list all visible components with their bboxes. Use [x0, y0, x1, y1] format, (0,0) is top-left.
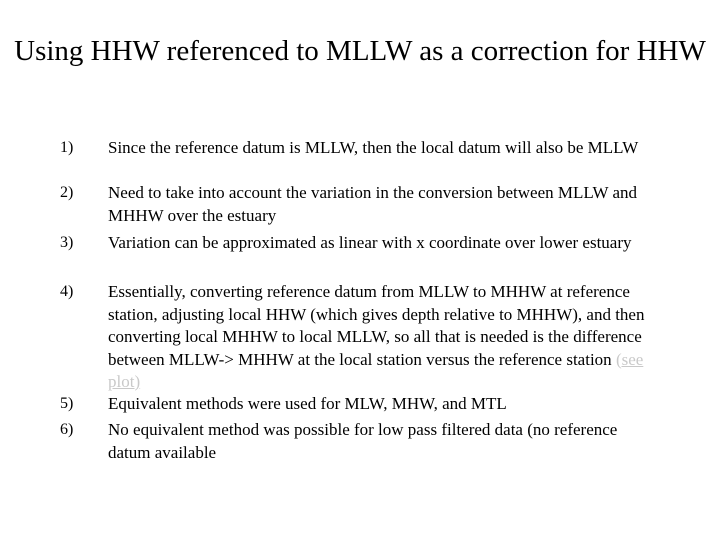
item-number: 3) [60, 234, 74, 251]
item-text: Essentially, converting reference datum from MLLW to MHHW at reference station, adjusting local HHW (which gives depth relative to MHHW), and then converting local MHHW to local MLLW, so all that is needed is the difference between MLLW-> MHHW at the local station versus the reference station [108, 282, 645, 369]
item-text: Variation can be approximated as linear with x coordinate over lower estuary [108, 233, 632, 252]
slide-title: Using HHW referenced to MLLW as a correction for HHW [14, 35, 706, 67]
see-plot-link[interactable]: (see plot) [108, 349, 644, 391]
item-text-container [108, 281, 658, 394]
item-number: 1) [60, 139, 74, 156]
item-number: 2) [60, 184, 74, 201]
item-text: Need to take into account the variation in the conversion between MLLW and MHHW over the estuary [108, 183, 638, 225]
item-number: 5) [60, 395, 74, 412]
item-text: Since the reference datum is MLLW, then the local datum will also be MLLW [108, 138, 639, 157]
item-text: Equivalent methods were used for MLW, MHW, and MTL [108, 394, 507, 413]
item-number: 4) [60, 283, 74, 300]
item-text: No equivalent method was possible for low pass filtered data (no reference datum available [108, 420, 618, 462]
item-number: 6) [60, 421, 74, 438]
